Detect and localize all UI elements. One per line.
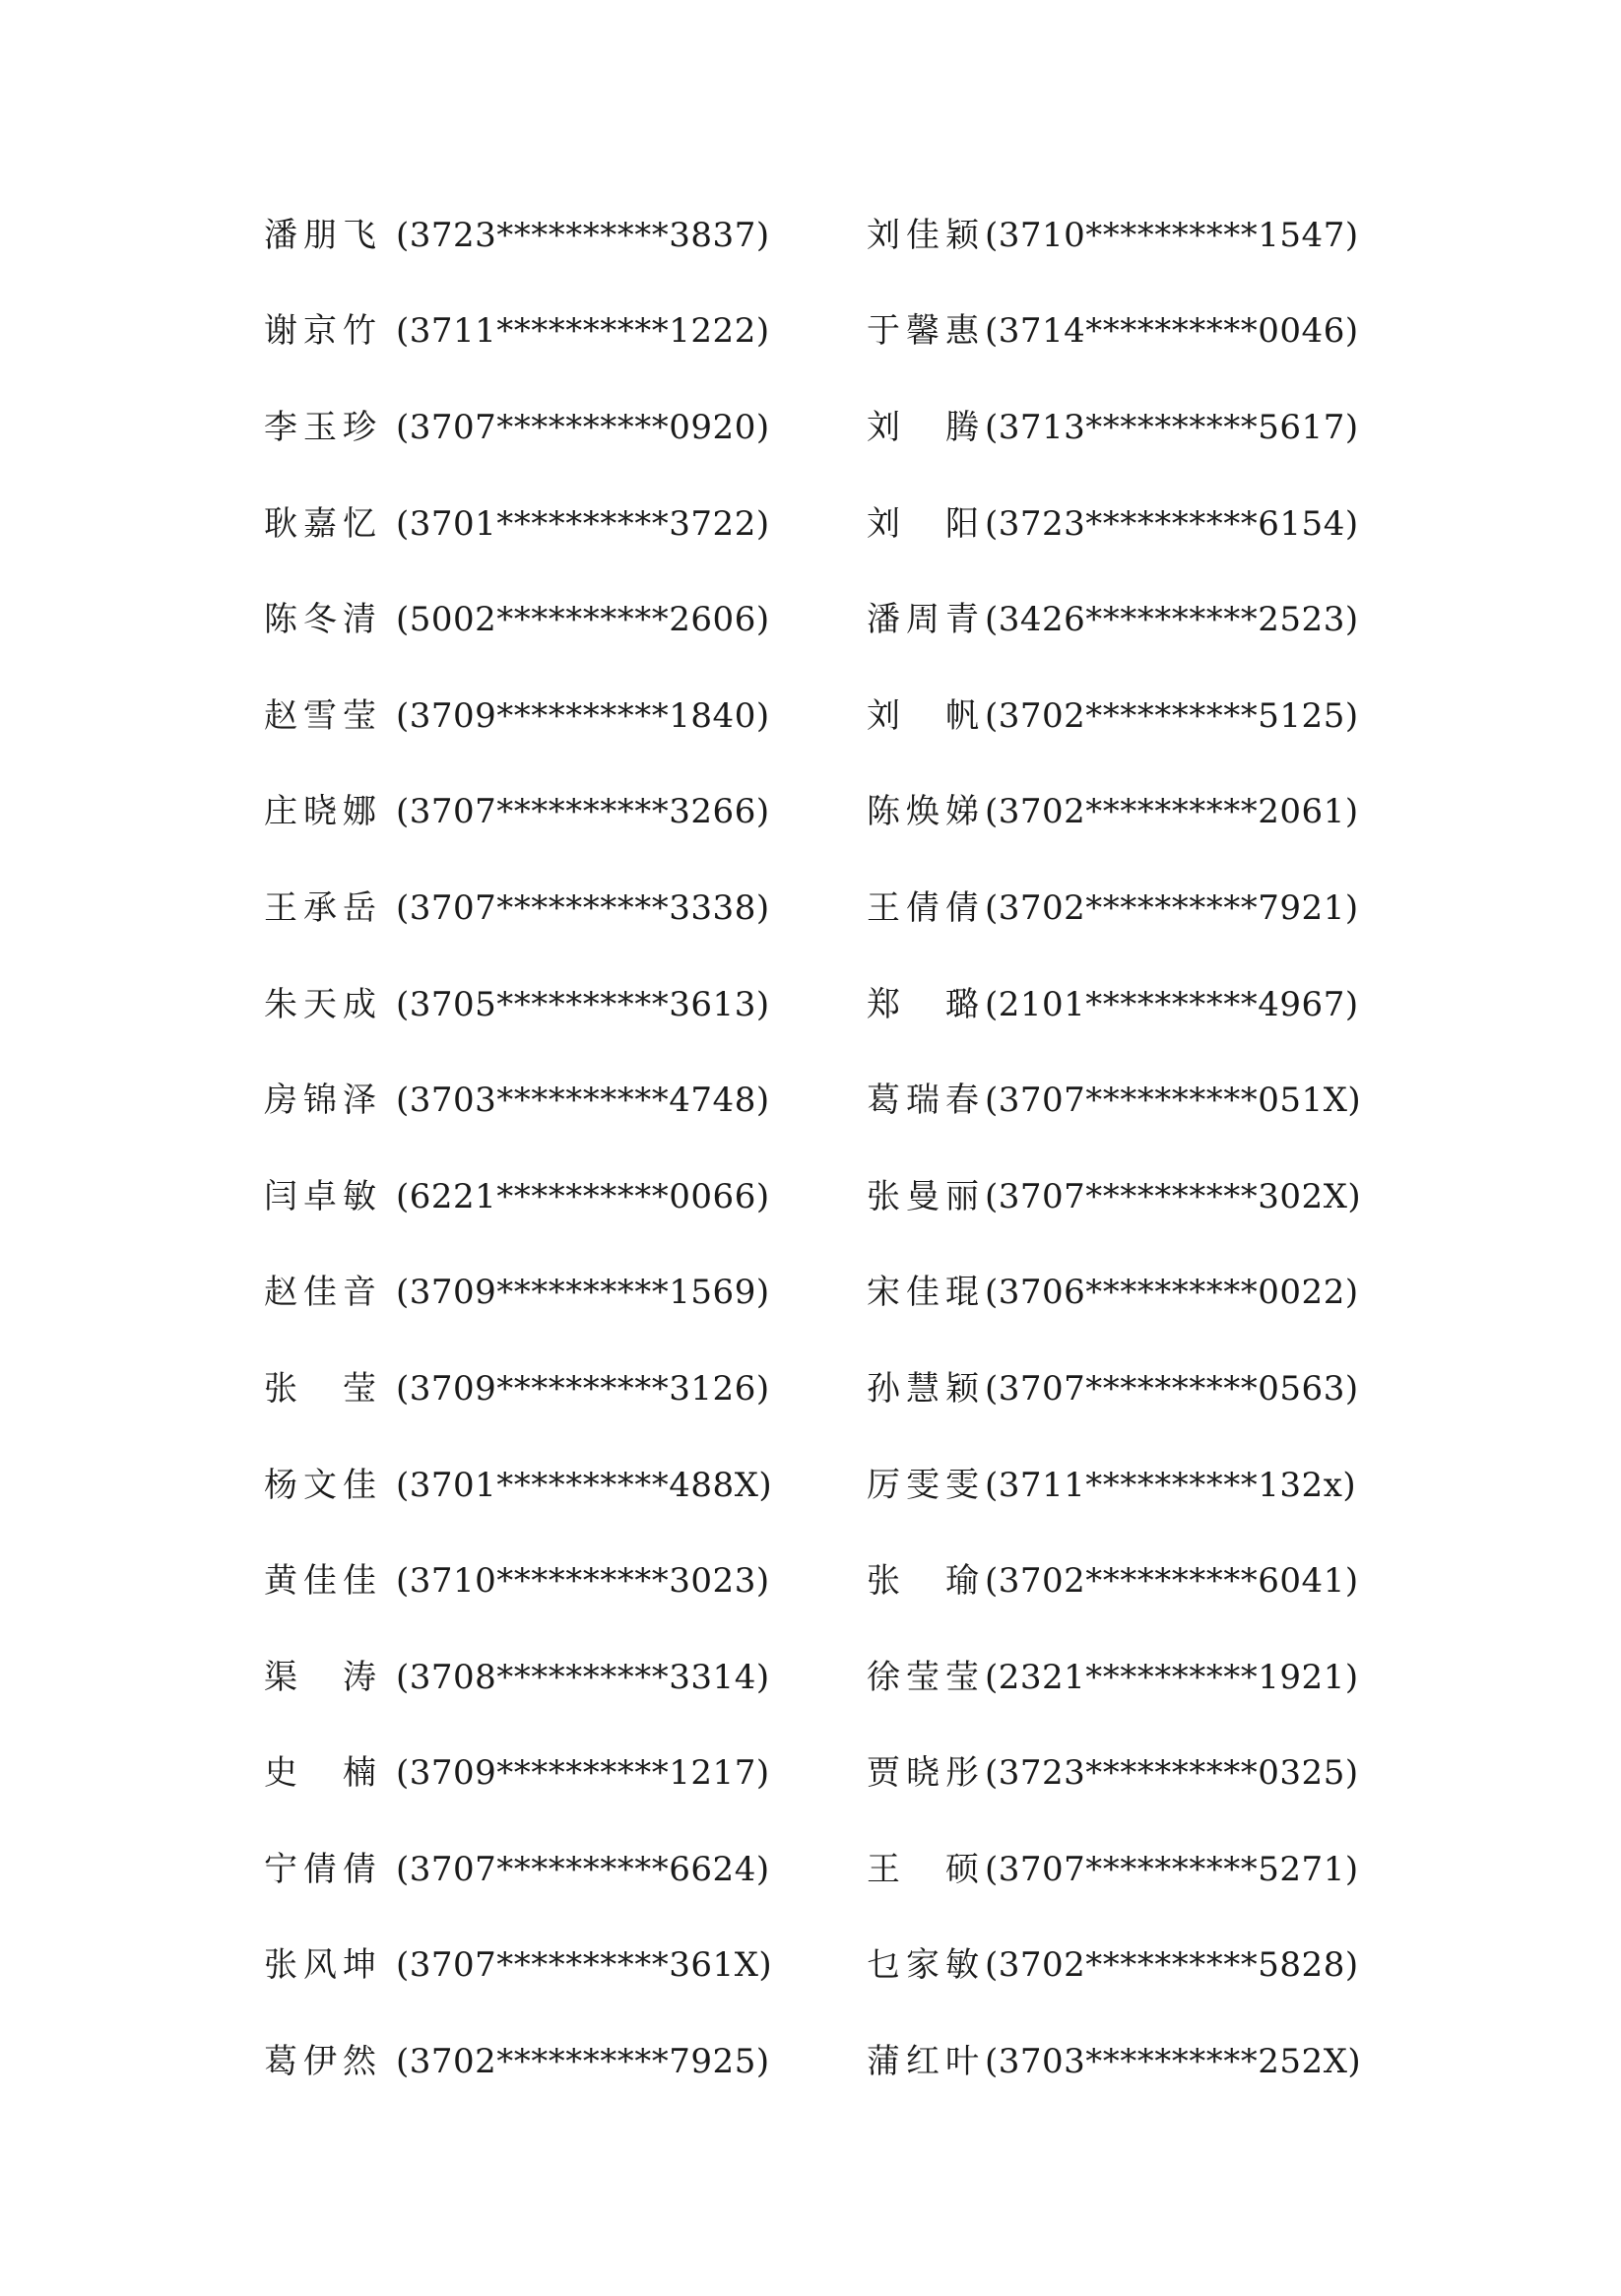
list-item: [264, 1341, 772, 1437]
list-item: [867, 668, 1361, 764]
masked-id-number: 3702**********5828: [998, 1945, 1345, 1986]
person-name: 黄佳佳: [264, 1561, 378, 1602]
close-paren: ): [758, 1465, 773, 1505]
list-item: [264, 1821, 772, 1918]
close-paren: ): [755, 600, 770, 640]
close-paren: ): [1344, 695, 1359, 736]
person-name: 葛伊然: [264, 2042, 378, 2082]
person-name: 杨文佳: [264, 1465, 378, 1505]
close-paren: ): [755, 407, 770, 447]
masked-id-number: 3711**********132x: [998, 1465, 1343, 1505]
masked-id-number: 3713**********5617: [998, 407, 1345, 447]
open-paren: (: [396, 984, 410, 1024]
masked-id-number: 6221**********0066: [409, 1176, 756, 1216]
open-paren: (: [396, 695, 410, 736]
list-item: [264, 1437, 772, 1534]
list-item: [264, 956, 772, 1053]
masked-id-number: 3702**********7925: [409, 2042, 756, 2082]
list-item: [264, 1148, 772, 1245]
person-name: 朱天成: [264, 984, 378, 1024]
person-name: 刘腾: [867, 407, 981, 447]
open-paren: (: [985, 311, 999, 352]
open-paren: (: [985, 407, 999, 447]
list-item: [867, 1437, 1361, 1534]
close-paren: ): [1344, 1849, 1359, 1889]
right-name-column: [867, 187, 1361, 2110]
list-item: [867, 476, 1361, 572]
open-paren: (: [396, 792, 410, 832]
masked-id-number: 3703**********252X: [998, 2042, 1348, 2082]
open-paren: (: [985, 1849, 999, 1889]
person-name: 陈焕娣: [867, 792, 981, 832]
person-name: 郑璐: [867, 984, 981, 1024]
list-item: [867, 1148, 1361, 1245]
masked-id-number: 3707**********361X: [409, 1945, 759, 1986]
list-item: [867, 860, 1361, 956]
close-paren: ): [755, 1561, 770, 1602]
person-name: 王承岳: [264, 887, 378, 928]
list-item: [867, 571, 1361, 668]
close-paren: ): [1342, 1465, 1357, 1505]
masked-id-number: 3709**********1840: [409, 695, 756, 736]
open-paren: (: [985, 1176, 999, 1216]
list-item: [867, 1052, 1361, 1148]
person-name: 李玉珍: [264, 407, 378, 447]
list-item: [264, 571, 772, 668]
close-paren: ): [758, 1945, 773, 1986]
masked-id-number: 3723**********6154: [998, 503, 1345, 544]
open-paren: (: [396, 1176, 410, 1216]
person-name: 孙慧颖: [867, 1368, 981, 1409]
close-paren: ): [755, 1176, 770, 1216]
close-paren: ): [755, 1657, 770, 1697]
list-item: [264, 1052, 772, 1148]
list-item: [867, 1341, 1361, 1437]
close-paren: ): [1344, 1753, 1359, 1794]
masked-id-number: 3707**********6624: [409, 1849, 756, 1889]
person-name: 房锦泽: [264, 1081, 378, 1121]
masked-id-number: 3709**********1569: [409, 1273, 756, 1313]
list-item: [867, 2013, 1361, 2110]
open-paren: (: [985, 2042, 999, 2082]
list-item: [867, 284, 1361, 380]
person-name: 张风坤: [264, 1945, 378, 1986]
left-name-column: [264, 187, 772, 2110]
close-paren: ): [1347, 2042, 1362, 2082]
open-paren: (: [396, 600, 410, 640]
open-paren: (: [396, 1753, 410, 1794]
person-name: 刘阳: [867, 503, 981, 544]
open-paren: (: [985, 1753, 999, 1794]
close-paren: ): [1344, 1945, 1359, 1986]
close-paren: ): [1344, 215, 1359, 255]
masked-id-number: 2101**********4967: [998, 984, 1345, 1024]
list-item: [867, 764, 1361, 861]
person-name: 刘佳颖: [867, 215, 981, 255]
masked-id-number: 3707**********3266: [409, 792, 756, 832]
close-paren: ): [755, 1081, 770, 1121]
close-paren: ): [1344, 1273, 1359, 1313]
list-item: [264, 764, 772, 861]
open-paren: (: [985, 1561, 999, 1602]
close-paren: ): [1344, 407, 1359, 447]
masked-id-number: 3723**********3837: [409, 215, 756, 255]
masked-id-number: 3702**********7921: [998, 887, 1345, 928]
open-paren: (: [985, 1465, 999, 1505]
list-item: [264, 2013, 772, 2110]
open-paren: (: [985, 1368, 999, 1409]
close-paren: ): [1344, 311, 1359, 352]
person-name: 宋佳琨: [867, 1273, 981, 1313]
list-item: [264, 668, 772, 764]
person-name: 王倩倩: [867, 887, 981, 928]
person-name: 乜家敏: [867, 1945, 981, 1986]
person-name: 耿嘉忆: [264, 503, 378, 544]
open-paren: (: [396, 407, 410, 447]
open-paren: (: [396, 1561, 410, 1602]
close-paren: ): [755, 215, 770, 255]
list-item: [867, 1918, 1361, 2014]
close-paren: ): [755, 984, 770, 1024]
open-paren: (: [396, 1368, 410, 1409]
masked-id-number: 3707**********0563: [998, 1368, 1345, 1409]
person-name: 葛瑞春: [867, 1081, 981, 1121]
open-paren: (: [396, 1849, 410, 1889]
open-paren: (: [396, 215, 410, 255]
close-paren: ): [755, 1753, 770, 1794]
masked-id-number: 3711**********1222: [409, 311, 756, 352]
masked-id-number: 3714**********0046: [998, 311, 1345, 352]
open-paren: (: [985, 887, 999, 928]
list-item: [867, 1629, 1361, 1726]
person-name: 贾晓彤: [867, 1753, 981, 1794]
person-name: 张曼丽: [867, 1176, 981, 1216]
person-name: 赵佳音: [264, 1273, 378, 1313]
list-item: [264, 1918, 772, 2014]
list-item: [867, 1245, 1361, 1342]
masked-id-number: 3707**********051X: [998, 1081, 1348, 1121]
person-name: 宁倩倩: [264, 1849, 378, 1889]
masked-id-number: 3723**********0325: [998, 1753, 1345, 1794]
person-name: 赵雪莹: [264, 695, 378, 736]
list-item: [264, 1726, 772, 1822]
masked-id-number: 3709**********1217: [409, 1753, 756, 1794]
close-paren: ): [755, 311, 770, 352]
close-paren: ): [1344, 1657, 1359, 1697]
masked-id-number: 2321**********1921: [998, 1657, 1345, 1697]
close-paren: ): [755, 695, 770, 736]
person-name: 张瑜: [867, 1561, 981, 1602]
masked-id-number: 3702**********5125: [998, 695, 1345, 736]
masked-id-number: 3708**********3314: [409, 1657, 756, 1697]
list-item: [867, 187, 1361, 284]
close-paren: ): [755, 887, 770, 928]
open-paren: (: [985, 792, 999, 832]
open-paren: (: [396, 1273, 410, 1313]
open-paren: (: [985, 1081, 999, 1121]
masked-id-number: 3701**********3722: [409, 503, 756, 544]
person-name: 潘周青: [867, 600, 981, 640]
close-paren: ): [1344, 1561, 1359, 1602]
masked-id-number: 3426**********2523: [998, 600, 1345, 640]
masked-id-number: 3702**********2061: [998, 792, 1345, 832]
masked-id-number: 3707**********3338: [409, 887, 756, 928]
open-paren: (: [985, 503, 999, 544]
close-paren: ): [755, 2042, 770, 2082]
close-paren: ): [1347, 1176, 1362, 1216]
open-paren: (: [396, 1945, 410, 1986]
open-paren: (: [985, 1945, 999, 1986]
list-item: [867, 1726, 1361, 1822]
person-name: 闫卓敏: [264, 1176, 378, 1216]
open-paren: (: [396, 887, 410, 928]
open-paren: (: [985, 215, 999, 255]
person-name: 徐莹莹: [867, 1657, 981, 1697]
open-paren: (: [985, 1273, 999, 1313]
list-item: [867, 1533, 1361, 1629]
list-item: [264, 379, 772, 476]
close-paren: ): [1344, 1368, 1359, 1409]
open-paren: (: [985, 1657, 999, 1697]
list-item: [264, 187, 772, 284]
open-paren: (: [396, 2042, 410, 2082]
open-paren: (: [396, 1465, 410, 1505]
person-name: 厉雯雯: [867, 1465, 981, 1505]
close-paren: ): [1344, 887, 1359, 928]
close-paren: ): [755, 792, 770, 832]
list-item: [264, 284, 772, 380]
masked-id-number: 5002**********2606: [409, 600, 756, 640]
masked-id-number: 3707**********0920: [409, 407, 756, 447]
close-paren: ): [1344, 600, 1359, 640]
close-paren: ): [755, 1368, 770, 1409]
open-paren: (: [985, 600, 999, 640]
close-paren: ): [1344, 503, 1359, 544]
person-name: 谢京竹: [264, 311, 378, 352]
masked-id-number: 3703**********4748: [409, 1081, 756, 1121]
person-name: 刘帆: [867, 695, 981, 736]
open-paren: (: [985, 695, 999, 736]
list-item: [867, 379, 1361, 476]
close-paren: ): [1344, 792, 1359, 832]
masked-id-number: 3706**********0022: [998, 1273, 1345, 1313]
close-paren: ): [755, 503, 770, 544]
person-name: 渠涛: [264, 1657, 378, 1697]
person-name: 于馨惠: [867, 311, 981, 352]
person-name: 庄晓娜: [264, 792, 378, 832]
list-item: [867, 1821, 1361, 1918]
masked-id-number: 3710**********1547: [998, 215, 1345, 255]
masked-id-number: 3707**********5271: [998, 1849, 1345, 1889]
masked-id-number: 3701**********488X: [409, 1465, 759, 1505]
person-name: 王硕: [867, 1849, 981, 1889]
person-name: 蒲红叶: [867, 2042, 981, 2082]
person-name: 潘朋飞: [264, 215, 378, 255]
list-item: [264, 1533, 772, 1629]
list-item: [264, 1245, 772, 1342]
open-paren: (: [396, 1657, 410, 1697]
person-name: 史楠: [264, 1753, 378, 1794]
masked-id-number: 3705**********3613: [409, 984, 756, 1024]
list-item: [264, 860, 772, 956]
masked-id-number: 3702**********6041: [998, 1561, 1345, 1602]
close-paren: ): [755, 1273, 770, 1313]
close-paren: ): [1347, 1081, 1362, 1121]
close-paren: ): [755, 1849, 770, 1889]
list-item: [867, 956, 1361, 1053]
open-paren: (: [396, 503, 410, 544]
open-paren: (: [396, 311, 410, 352]
masked-id-number: 3709**********3126: [409, 1368, 756, 1409]
masked-id-number: 3707**********302X: [998, 1176, 1348, 1216]
list-item: [264, 1629, 772, 1726]
open-paren: (: [396, 1081, 410, 1121]
person-name: 陈冬清: [264, 600, 378, 640]
open-paren: (: [985, 984, 999, 1024]
person-name: 张莹: [264, 1368, 378, 1409]
list-item: [264, 476, 772, 572]
masked-id-number: 3710**********3023: [409, 1561, 756, 1602]
close-paren: ): [1344, 984, 1359, 1024]
